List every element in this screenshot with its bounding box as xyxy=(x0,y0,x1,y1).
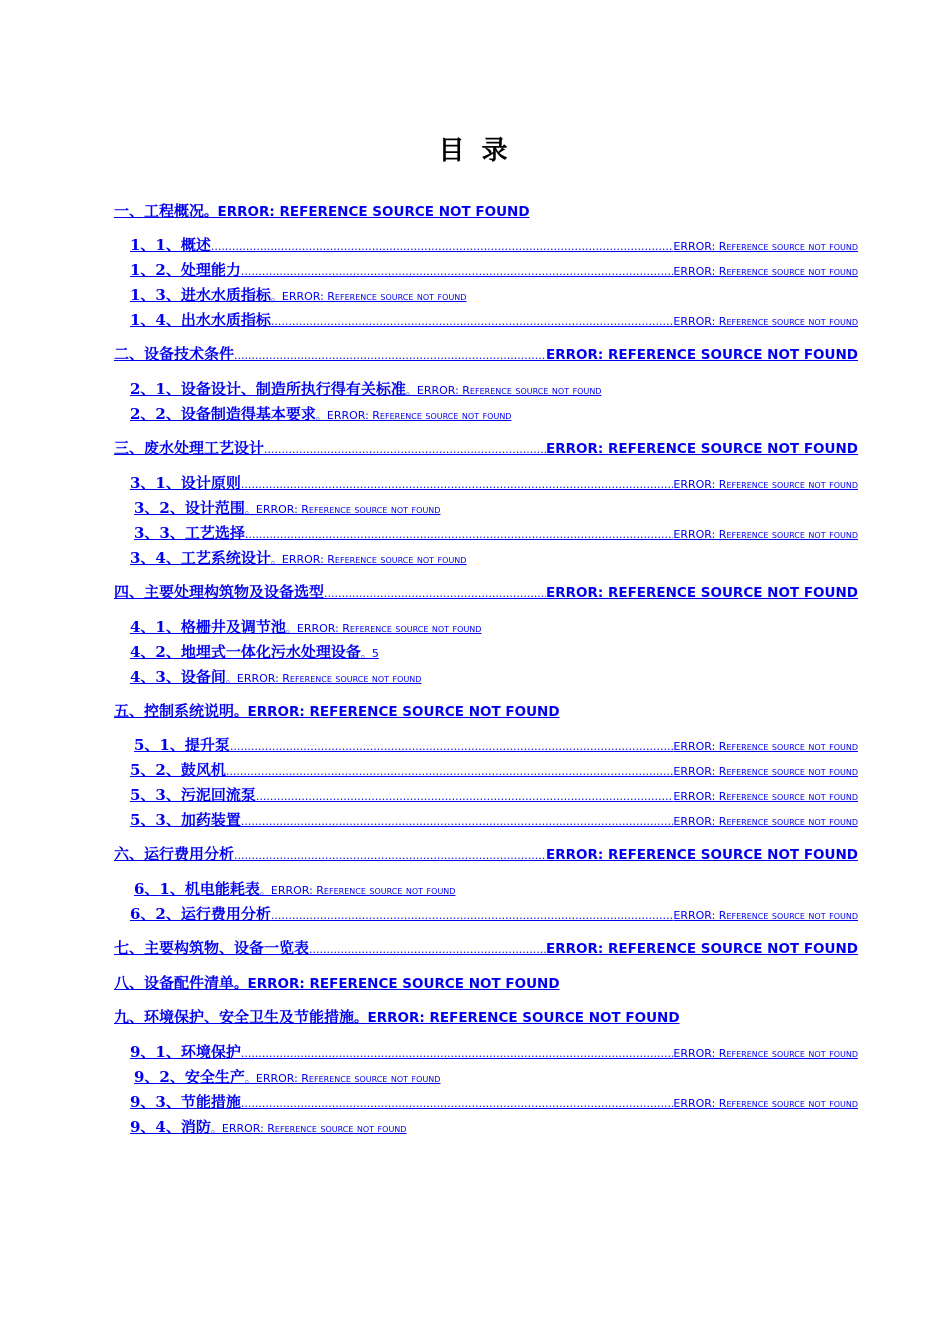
toc-entry-5[interactable] xyxy=(114,700,560,721)
toc-entry-page: ERROR: Reference source not found xyxy=(673,1047,858,1060)
toc-entry-leader xyxy=(241,1043,674,1061)
toc-entry-leader xyxy=(241,1093,674,1111)
toc-entry-page: ERROR: Reference source not found xyxy=(673,240,858,253)
toc-entry-2-1[interactable] xyxy=(130,378,601,399)
toc-entry-label: 二、设备技术条件 xyxy=(114,345,235,363)
toc-entry-leader xyxy=(256,786,674,804)
toc-entry-1-4[interactable] xyxy=(130,309,858,330)
toc-entry-leader xyxy=(241,474,674,492)
toc-entry-9-2[interactable] xyxy=(134,1066,440,1087)
toc-entry-page: ERROR: Reference source not found xyxy=(673,790,858,803)
toc-entry-label: 五、控制系统说明 xyxy=(114,702,235,720)
toc-entry-label: 5、1、提升泵 xyxy=(134,736,230,754)
toc-entry-leader xyxy=(230,736,674,754)
toc-entry-page: 。ERROR: Reference source not found xyxy=(259,884,456,897)
toc-entry-6[interactable] xyxy=(114,843,858,864)
toc-entry-3-3[interactable] xyxy=(134,522,858,543)
toc-entry-page: 。ERROR: REFERENCE SOURCE NOT FOUND xyxy=(204,204,530,220)
toc-entry-label: 4、2、地埋式一体化污水处理设备 xyxy=(130,643,361,661)
toc-entry-leader xyxy=(241,811,674,829)
toc-entry-9-3[interactable] xyxy=(130,1091,858,1112)
toc-entry-label: 1、2、处理能力 xyxy=(130,261,241,279)
toc-entry-label: 1、1、概述 xyxy=(130,236,211,254)
toc-entry-page: 。ERROR: Reference source not found xyxy=(315,409,512,422)
toc-entry-page: 。ERROR: Reference source not found xyxy=(270,553,467,566)
toc-entry-label: 3、3、工艺选择 xyxy=(134,524,245,542)
toc-entry-8[interactable] xyxy=(114,972,560,993)
toc-entry-9-4[interactable] xyxy=(130,1116,406,1137)
toc-entry-2[interactable] xyxy=(114,343,858,364)
toc-entry-label: 9、1、环境保护 xyxy=(130,1043,241,1061)
toc-entry-label: 4、1、格栅井及调节池 xyxy=(130,618,286,636)
toc-entry-1[interactable] xyxy=(114,200,530,221)
toc-entry-label: 4、3、设备间 xyxy=(130,668,226,686)
toc-entry-label: 3、2、设计范围 xyxy=(134,499,245,517)
toc-entry-page: 。ERROR: REFERENCE SOURCE NOT FOUND xyxy=(234,704,560,720)
toc-title: 目 录 xyxy=(438,136,512,166)
toc-entry-page: 。ERROR: Reference source not found xyxy=(225,672,422,685)
toc-entry-label: 9、3、节能措施 xyxy=(130,1093,241,1111)
toc-entry-5-2[interactable] xyxy=(130,759,858,780)
toc-entry-leader xyxy=(234,845,546,863)
toc-entry-label: 9、2、安全生产 xyxy=(134,1068,245,1086)
toc-entry-page: 。ERROR: Reference source not found xyxy=(405,384,602,397)
toc-entry-page: ERROR: Reference source not found xyxy=(673,740,858,753)
toc-entry-1-2[interactable] xyxy=(130,259,858,280)
toc-entry-3-1[interactable] xyxy=(130,472,858,493)
toc-entry-page: ERROR: REFERENCE SOURCE NOT FOUND xyxy=(545,347,858,363)
toc-entry-label: 九、环境保护、安全卫生及节能措施 xyxy=(114,1008,355,1026)
toc-entry-2-2[interactable] xyxy=(130,403,511,424)
toc-entry-page: 。ERROR: REFERENCE SOURCE NOT FOUND xyxy=(234,976,560,992)
toc-entry-3-4[interactable] xyxy=(130,547,466,568)
toc-entry-page: 。ERROR: REFERENCE SOURCE NOT FOUND xyxy=(354,1010,680,1026)
toc-entry-label: 6、1、机电能耗表 xyxy=(134,880,260,898)
toc-entry-label: 三、废水处理工艺设计 xyxy=(114,439,265,457)
toc-entry-1-3[interactable] xyxy=(130,284,466,305)
toc-entry-4-1[interactable] xyxy=(130,616,481,637)
toc-entry-page: ERROR: REFERENCE SOURCE NOT FOUND xyxy=(545,441,858,457)
toc-entry-page: ERROR: Reference source not found xyxy=(673,1097,858,1110)
toc-entry-4-3[interactable] xyxy=(130,666,421,687)
toc-entry-page: ERROR: Reference source not found xyxy=(673,765,858,778)
toc-entry-5-4[interactable] xyxy=(130,809,858,830)
toc-entry-leader xyxy=(234,345,546,363)
toc-entry-3-2[interactable] xyxy=(134,497,440,518)
toc-entry-5-3[interactable] xyxy=(130,784,858,805)
toc-entry-page: ERROR: REFERENCE SOURCE NOT FOUND xyxy=(545,585,858,601)
toc-entry-page: ERROR: REFERENCE SOURCE NOT FOUND xyxy=(545,941,858,957)
toc-entry-label: 9、4、消防 xyxy=(130,1118,211,1136)
toc-entry-page: ERROR: REFERENCE SOURCE NOT FOUND xyxy=(545,847,858,863)
toc-entry-4[interactable] xyxy=(114,581,858,602)
toc-entry-label: 八、设备配件清单 xyxy=(114,974,235,992)
toc-entry-9-1[interactable] xyxy=(130,1041,858,1062)
toc-entry-label: 3、4、工艺系统设计 xyxy=(130,549,271,567)
toc-entry-page: 。ERROR: Reference source not found xyxy=(244,503,441,516)
toc-entry-label: 六、运行费用分析 xyxy=(114,845,235,863)
toc-entry-4-2[interactable] xyxy=(130,641,379,662)
toc-entry-leader xyxy=(271,311,674,329)
toc-entry-leader xyxy=(324,583,546,601)
toc-entry-9[interactable] xyxy=(114,1006,680,1027)
toc-entry-page: ERROR: Reference source not found xyxy=(673,528,858,541)
toc-entry-leader xyxy=(264,439,546,457)
toc-entry-label: 1、4、出水水质指标 xyxy=(130,311,271,329)
toc-entry-label: 3、1、设计原则 xyxy=(130,474,241,492)
toc-entry-page: ERROR: Reference source not found xyxy=(673,478,858,491)
toc-entry-5-1[interactable] xyxy=(134,734,858,755)
toc-entry-label: 七、主要构筑物、设备一览表 xyxy=(114,939,310,957)
toc-entry-6-1[interactable] xyxy=(134,878,455,899)
toc-entry-leader xyxy=(226,761,674,779)
toc-entry-label: 2、1、设备设计、制造所执行得有关标准 xyxy=(130,380,406,398)
toc-entry-label: 5、2、鼓风机 xyxy=(130,761,226,779)
toc-entry-page: 。ERROR: Reference source not found xyxy=(270,290,467,303)
toc-entry-label: 5、3、加药装置 xyxy=(130,811,241,829)
toc-entry-page: ERROR: Reference source not found xyxy=(673,315,858,328)
toc-entry-7[interactable] xyxy=(114,937,858,958)
toc-entry-leader xyxy=(245,524,674,542)
toc-entry-label: 1、3、进水水质指标 xyxy=(130,286,271,304)
toc-entry-label: 四、主要处理构筑物及设备选型 xyxy=(114,583,325,601)
toc-entry-1-1[interactable] xyxy=(130,234,858,255)
toc-entry-label: 6、2、运行费用分析 xyxy=(130,905,271,923)
toc-entry-page: 。ERROR: Reference source not found xyxy=(285,622,482,635)
toc-entry-page: ERROR: Reference source not found xyxy=(673,815,858,828)
toc-entry-label: 5、3、污泥回流泵 xyxy=(130,786,256,804)
toc-entry-3[interactable] xyxy=(114,437,858,458)
toc-entry-page: ERROR: Reference source not found xyxy=(673,909,858,922)
toc-entry-leader xyxy=(271,905,674,923)
toc-entry-leader xyxy=(211,236,674,254)
toc-entry-page: 。5 xyxy=(360,647,379,660)
toc-entry-leader xyxy=(309,939,546,957)
toc-entry-page: 。ERROR: Reference source not found xyxy=(244,1072,441,1085)
toc-entry-label: 2、2、设备制造得基本要求 xyxy=(130,405,316,423)
toc-entry-label: 一、工程概况 xyxy=(114,202,205,220)
toc-entry-page: ERROR: Reference source not found xyxy=(673,265,858,278)
toc-entry-6-2[interactable] xyxy=(130,903,858,924)
toc-entry-page: 。ERROR: Reference source not found xyxy=(210,1122,407,1135)
toc-entry-leader xyxy=(241,261,674,279)
